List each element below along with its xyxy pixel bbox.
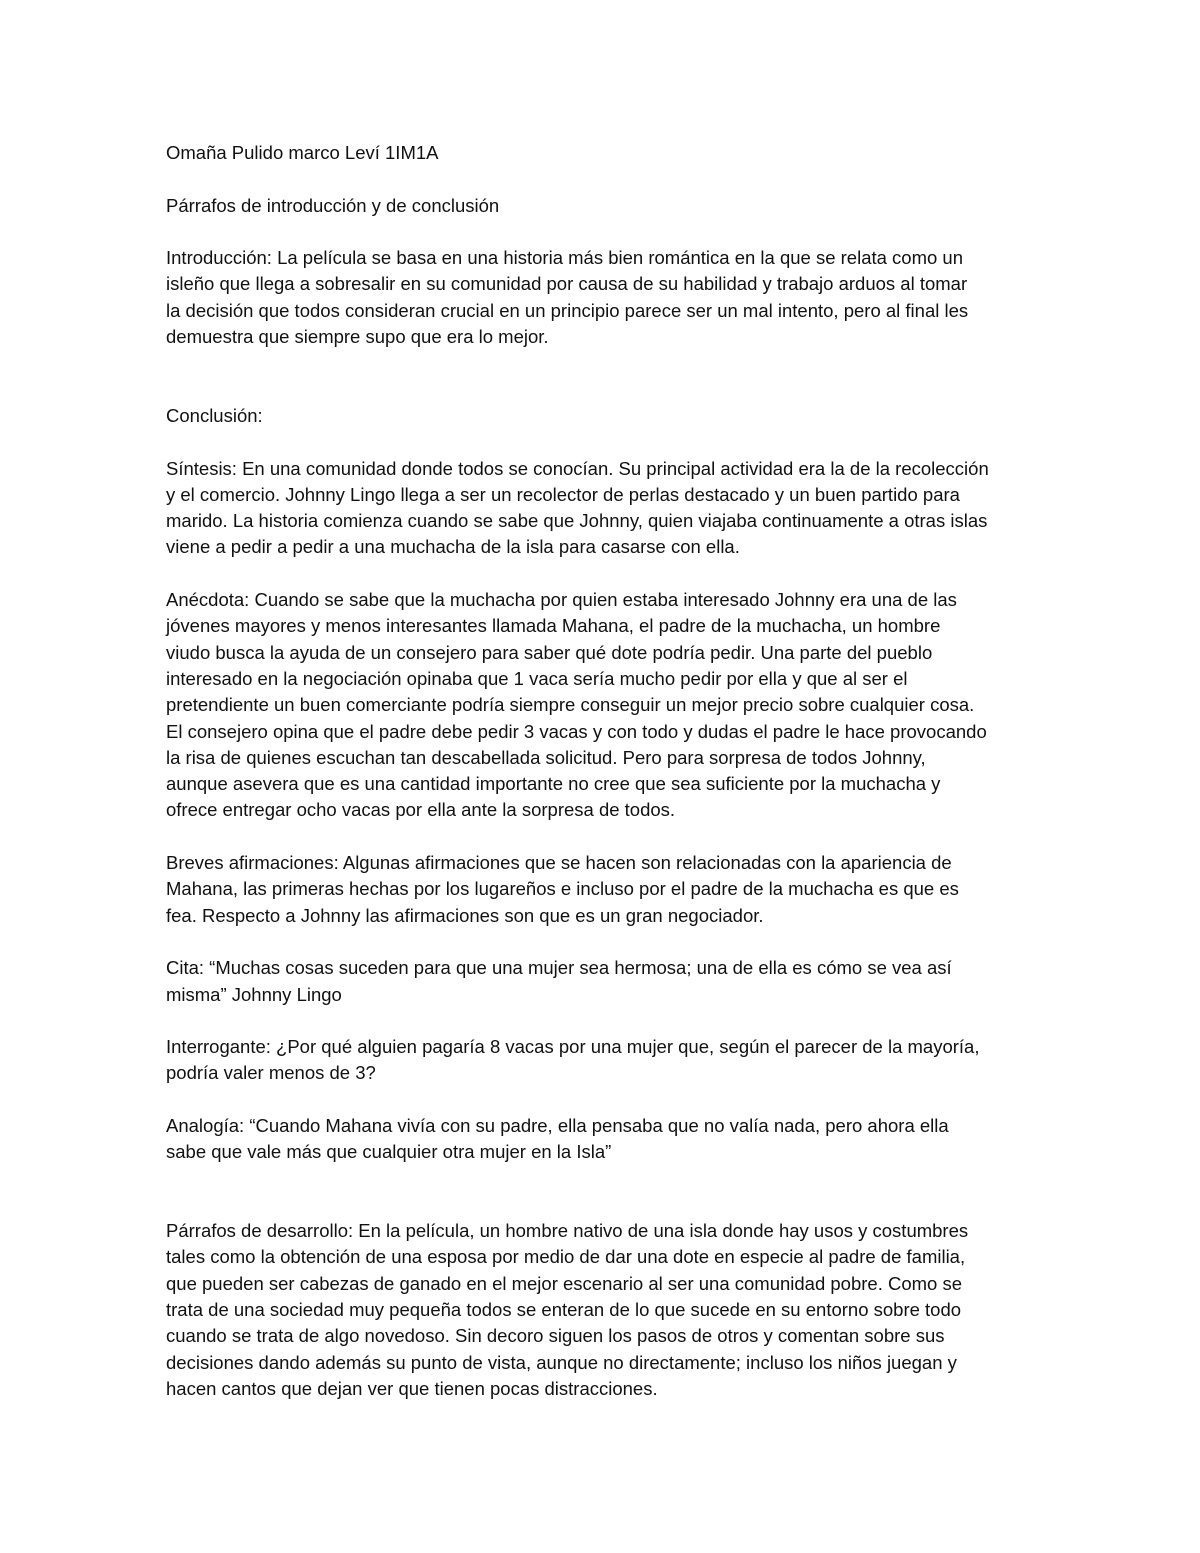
- breves-afirmaciones-paragraph: Breves afirmaciones: Algunas afirmaciones que se hacen son relacionadas con la apariencia de Mahana, las primeras hechas por los lugareños e incluso por el padre de la muchacha es que es fea. Respecto a Johnny las afirmaciones son que es un gran negociador.: [166, 852, 959, 926]
- introduction-paragraph: Introducción: La película se basa en una historia más bien romántica en la que se relata como un isleño que llega a sobresalir en su comunidad por causa de su habilidad y trabajo arduos al tomar la decisión que todos consideran crucial en un principio parece ser un mal intento, pero al final les demuestra que siempre supo que era lo mejor.: [166, 247, 969, 348]
- conclusion-heading: Conclusión:: [166, 404, 263, 426]
- desarrollo-paragraph: Párrafos de desarrollo: En la película, un hombre nativo de una isla donde hay usos y costumbres tales como la obtención de una esposa por medio de dar una dote en especie al padre de familia, que pueden ser cabezas de ganado en el mejor escenario al ser una comunidad pobre. Como se trata de una sociedad muy pequeña todos se enteran de lo que sucede en su entorno sobre todo cuando se trata de algo novedoso. Sin decoro siguen los pasos de otros y comentan sobre sus decisiones dando además su punto de vista, aunque no directamente; incluso los niños juegan y hacen cantos que dejan ver que tienen pocas distracciones.: [166, 1220, 969, 1399]
- document-subtitle: Párrafos de introducción y de conclusión: [166, 194, 500, 216]
- author-line: Omaña Pulido marco Leví 1IM1A: [166, 142, 439, 163]
- anecdota-paragraph: Anécdota: Cuando se sabe que la muchacha por quien estaba interesado Johnny era una de las jóvenes mayores y menos interesantes llamada Mahana, el padre de la muchacha, un hombre viudo busca la ayuda de un consejero para saber qué dote podría pedir. Una parte del pueblo interesado en la negociación opinaba que 1 vaca sería mucho pedir por ella y que al ser el pretendiente un buen comerciante podría siempre conseguir un mejor precio sobre cualquier cosa. El consejero opina que el padre debe pedir 3 vacas y con todo y dudas el padre le hace provocando la risa de quienes escuchan tan descabellada solicitud. Pero para sorpresa de todos Johnny, aunque asevera que es una cantidad importante no cree que sea suficiente por la muchacha y ofrece entregar ocho vacas por ella ante la sorpresa de todos.: [166, 589, 987, 821]
- interrogante-paragraph: Interrogante: ¿Por qué alguien pagaría 8 vacas por una mujer que, según el parecer de la mayoría, podría valer menos de 3?: [166, 1036, 980, 1084]
- cita-paragraph: Cita: “Muchas cosas suceden para que una mujer sea hermosa; una de ella es cómo se vea así misma” Johnny Lingo: [166, 957, 952, 1005]
- analogia-paragraph: Analogía: “Cuando Mahana vivía con su padre, ella pensaba que no valía nada, pero ahora ella sabe que vale más que cualquier otra mujer en la Isla”: [166, 1114, 949, 1163]
- sintesis-paragraph: Síntesis: En una comunidad donde todos se conocían. Su principal actividad era la de la recolección y el comercio. Johnny Lingo llega a ser un recolector de perlas destacado y un buen partido para marido. La historia comienza cuando se sabe que Johnny, quien viajaba continuamente a otras islas viene a pedir a pedir a una muchacha de la isla para casarse con ella.: [166, 457, 989, 558]
- document-body: [166, 140, 1036, 1429]
